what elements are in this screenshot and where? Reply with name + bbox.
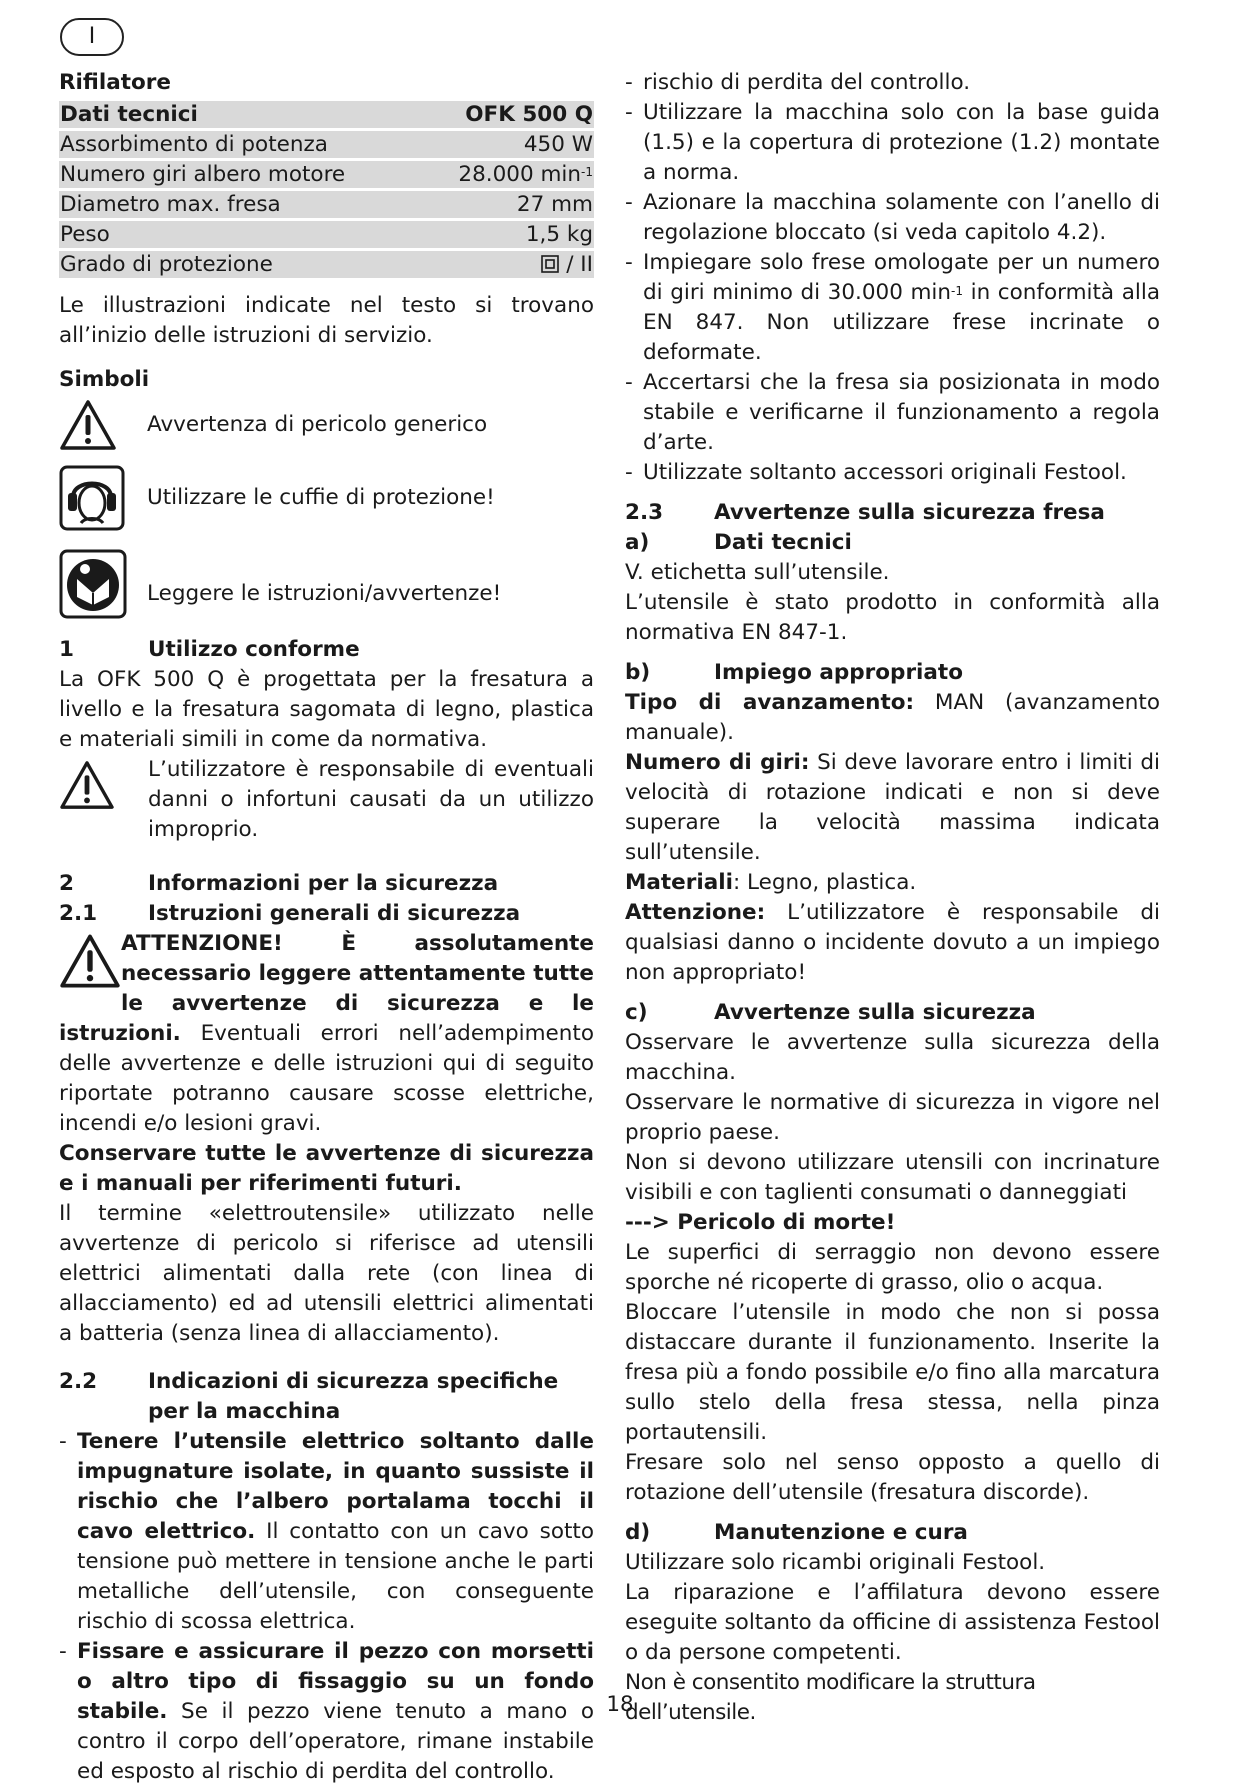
paragraph-text: MAN (avanzamento manuale). bbox=[625, 690, 1160, 745]
paragraph: L’utensile è stato prodotto in conformità alla normativa EN 847-1. bbox=[625, 590, 1160, 645]
subsection-c-heading bbox=[625, 998, 1160, 1028]
paragraph bbox=[625, 868, 1160, 898]
list-item: - Utilizzare la macchina solo con la base guida (1.5) e la copertura di protezione (1.2) montate a norma. bbox=[625, 98, 1160, 188]
subsection-letter: b) bbox=[625, 660, 651, 685]
symbol-item bbox=[59, 459, 594, 537]
section-1-body: La OFK 500 Q è progettata per la fresatura a livello e la fresatura sagomata di legno, plastica e materiali simili in come da normativa. bbox=[59, 667, 594, 752]
attention-paragraph bbox=[59, 929, 594, 1139]
paragraph: Non si devono utilizzare utensili con incrinature visibili e con taglienti consumati o danneggiati bbox=[625, 1150, 1160, 1205]
spec-value: 28.000 min bbox=[458, 162, 582, 187]
warning-icon-wrap bbox=[59, 755, 148, 845]
subsection-title: Manutenzione e cura bbox=[714, 1520, 968, 1545]
paragraph bbox=[625, 898, 1160, 988]
ear-protection-icon bbox=[59, 465, 125, 531]
section-1-warning-text: L’utilizzatore è responsabile di eventuali danni o infortuni causati da un utilizzo improprio. bbox=[148, 757, 594, 842]
spec-label: Assorbimento di potenza bbox=[59, 131, 422, 158]
paragraph: La riparazione e l’affilatura devono essere eseguite soltanto da officine di assistenza Festool o da persone competenti. bbox=[625, 1580, 1160, 1665]
paragraph: Bloccare l’utensile in modo che non si possa distaccare durante il funzionamento. Inserite la fresa più a fondo possibile e/o fino alla marcatura sullo stelo della fresa stessa, nella pinza portautensili. bbox=[625, 1300, 1160, 1445]
warning-triangle-icon bbox=[59, 759, 115, 811]
section-2-heading bbox=[59, 869, 594, 899]
language-badge bbox=[60, 18, 124, 56]
language-badge-label: I bbox=[88, 24, 96, 49]
paragraph-text: Si deve lavorare entro i limiti di velocità di rotazione indicati e non si deve superare la velocità massima indicata sull’utensile. bbox=[625, 750, 1161, 865]
spec-label: Grado di protezione bbox=[59, 251, 422, 278]
list-item: - Accertarsi che la fresa sia posizionata in modo stabile e verificarne il funzionamento a regola d’arte. bbox=[625, 368, 1160, 458]
paragraph: Osservare le avvertenze sulla sicurezza della macchina. bbox=[625, 1030, 1160, 1085]
subsection-letter: c) bbox=[625, 1000, 648, 1025]
list-item-bold: Tenere l’utensile elettrico soltanto dalle impugnature isolate, in quanto sussiste il rischio che l’albero portalama tocchi il cavo elettrico. bbox=[77, 1429, 594, 1544]
list-item bbox=[59, 1427, 594, 1637]
spec-header-right: OFK 500 Q bbox=[422, 101, 594, 128]
paragraph-label: Materiali bbox=[625, 870, 733, 895]
spec-header-left: Dati tecnici bbox=[59, 101, 422, 128]
paragraph: V. etichetta sull’utensile. bbox=[625, 560, 890, 585]
spec-value-exponent: -1 bbox=[581, 165, 593, 179]
paragraph bbox=[625, 748, 1160, 868]
list-item-text: Il contatto con un cavo sotto tensione può mettere in tensione anche le parti metalliche dell’utensile, con conseguente rischio di scossa elettrica. bbox=[77, 1519, 594, 1634]
paragraph-text: : Legno, plastica. bbox=[732, 870, 917, 895]
subsection-d-heading bbox=[625, 1518, 1160, 1548]
section-title: Avvertenze sulla sicurezza fresa bbox=[714, 500, 1105, 525]
page-number: 18 bbox=[606, 1692, 634, 1717]
paragraph: Non è consentito modificare la struttura dell’utensile. bbox=[625, 1670, 1036, 1725]
section-title: Istruzioni generali di sicurezza bbox=[148, 901, 521, 926]
paragraph bbox=[625, 688, 1160, 748]
section-1-warning bbox=[59, 755, 594, 845]
symbol-item bbox=[59, 543, 594, 625]
machine-safety-list bbox=[59, 1427, 594, 1787]
symbol-text: Utilizzare le cuffie di protezione! bbox=[147, 485, 495, 510]
spec-value-cell bbox=[422, 161, 594, 188]
attention-text: Eventuali errori nell’adempimento delle avvertenze e delle istruzioni qui di seguito riportate potranno causare scosse elettriche, incendi e/o lesioni gravi. bbox=[59, 1021, 594, 1136]
section-2-1-heading bbox=[59, 899, 594, 929]
spec-label: Numero giri albero motore bbox=[59, 161, 422, 188]
list-item-text-rest: in conformità alla EN 847. Non utilizzare frese incrinate o deformate. bbox=[643, 280, 1161, 365]
spec-row bbox=[59, 161, 594, 188]
attention-bold-text: ATTENZIONE! È assolutamente necessario leggere attentamente tutte le avvertenze di sicurezza e le istruzioni. bbox=[59, 931, 594, 1046]
section-number: 2.1 bbox=[59, 901, 98, 926]
spec-table bbox=[59, 98, 594, 281]
section-number: 2.2 bbox=[59, 1369, 98, 1394]
spec-value: 27 mm bbox=[422, 191, 594, 218]
spec-label: Diametro max. fresa bbox=[59, 191, 422, 218]
spec-header-row bbox=[59, 101, 594, 128]
danger-warning: ---> Pericolo di morte! bbox=[625, 1210, 896, 1235]
section-2-2-heading bbox=[59, 1367, 594, 1427]
exponent: -1 bbox=[951, 284, 964, 298]
paragraph-label: Numero di giri: bbox=[625, 750, 810, 775]
intro-text: Le illustrazioni indicate nel testo si trovano all’inizio delle istruzioni di servizio. bbox=[59, 293, 594, 348]
warning-triangle-icon bbox=[59, 398, 117, 452]
spec-value: / II bbox=[566, 252, 593, 277]
symbol-icon-wrap bbox=[59, 465, 133, 531]
section-title: Utilizzo conforme bbox=[148, 637, 360, 662]
symbol-text: Leggere le istruzioni/avvertenze! bbox=[147, 581, 502, 606]
paragraph: Le superfici di serraggio non devono essere sporche né ricoperte di grasso, olio o acqua. bbox=[625, 1240, 1160, 1295]
spec-value: 450 W bbox=[422, 131, 594, 158]
list-item-bold: Fissare e assicurare il pezzo con morsetti o altro tipo di fissaggio su un fondo stabile. bbox=[77, 1639, 594, 1724]
subsection-title: Impiego appropriato bbox=[714, 660, 963, 685]
spec-row bbox=[59, 251, 594, 278]
subsection-title: Dati tecnici bbox=[714, 530, 852, 555]
section-title: Indicazioni di sicurezza specifiche per la macchina bbox=[148, 1369, 559, 1424]
paragraph-label: Tipo di avanzamento: bbox=[625, 690, 915, 715]
machine-safety-list-continued bbox=[625, 68, 1160, 98]
left-column bbox=[59, 68, 594, 1787]
subsection-title: Avvertenze sulla sicurezza bbox=[714, 1000, 1036, 1025]
subsection-a-heading bbox=[625, 528, 1160, 558]
section-title: Informazioni per la sicurezza bbox=[148, 871, 499, 896]
section-number: 2.3 bbox=[625, 500, 664, 525]
list-item: - Utilizzate soltanto accessori originali Festool. bbox=[625, 458, 1160, 488]
list-item: - Azionare la macchina solamente con l’anello di regolazione bloccato (si veda capitolo 4.2). bbox=[625, 188, 1160, 248]
symbol-item bbox=[59, 395, 594, 455]
section-1-heading bbox=[59, 635, 594, 665]
double-insulation-icon bbox=[541, 255, 559, 273]
section-number: 2 bbox=[59, 871, 74, 896]
list-item-text: Impiegare solo frese omologate per un numero di giri minimo di 30.000 min bbox=[643, 250, 1160, 305]
paragraph: Utilizzare solo ricambi originali Festool. bbox=[625, 1550, 1046, 1575]
paragraph: Fresare solo nel senso opposto a quello di rotazione dell’utensile (fresatura discorde). bbox=[625, 1450, 1160, 1505]
symbol-text: Avvertenza di pericolo generico bbox=[147, 412, 488, 437]
symbol-icon-wrap bbox=[59, 549, 133, 619]
spec-label: Peso bbox=[59, 221, 422, 248]
subsection-b-heading bbox=[625, 658, 1160, 688]
list-item-text: Se il pezzo viene tenuto a mano o contro il corpo dell’operatore, rimane instabile ed esposto al rischio di perdita del controllo. bbox=[77, 1699, 594, 1784]
section-number: 1 bbox=[59, 637, 74, 662]
machine-safety-list-right bbox=[625, 98, 1160, 488]
warning-triangle-icon bbox=[59, 931, 121, 991]
read-manual-icon bbox=[59, 549, 127, 619]
right-column bbox=[625, 68, 1160, 1728]
subsection-letter: a) bbox=[625, 530, 650, 555]
term-definition-text: Il termine «elettroutensile» utilizzato nelle avvertenze di pericolo si riferisce ad utensili elettrici alimentati dalla rete (con linea di allacciamento) ed ad utensili elettrici alimentati a batteria (senza linea di allacciamento). bbox=[59, 1201, 594, 1346]
spec-row bbox=[59, 131, 594, 158]
spec-value: 1,5 kg bbox=[422, 221, 594, 248]
paragraph: Osservare le normative di sicurezza in vigore nel proprio paese. bbox=[625, 1090, 1160, 1145]
keep-instructions-text: Conservare tutte le avvertenze di sicurezza e i manuali per riferimenti futuri. bbox=[59, 1141, 594, 1196]
section-2-3-heading bbox=[625, 498, 1160, 528]
list-item bbox=[625, 248, 1160, 368]
symbol-icon-wrap bbox=[59, 398, 133, 452]
spec-value-cell bbox=[422, 251, 594, 278]
list-item-continuation bbox=[625, 68, 1160, 98]
list-item-text: rischio di perdita del controllo. bbox=[643, 70, 971, 95]
product-title: Rifilatore bbox=[59, 70, 171, 95]
subsection-letter: d) bbox=[625, 1520, 651, 1545]
spec-row bbox=[59, 221, 594, 248]
paragraph-text: L’utilizzatore è responsabile di qualsiasi danno o incidente dovuto a un impiego non appropriato! bbox=[625, 900, 1160, 985]
spec-row bbox=[59, 191, 594, 218]
paragraph-label: Attenzione: bbox=[625, 900, 766, 925]
symbols-heading: Simboli bbox=[59, 367, 150, 392]
